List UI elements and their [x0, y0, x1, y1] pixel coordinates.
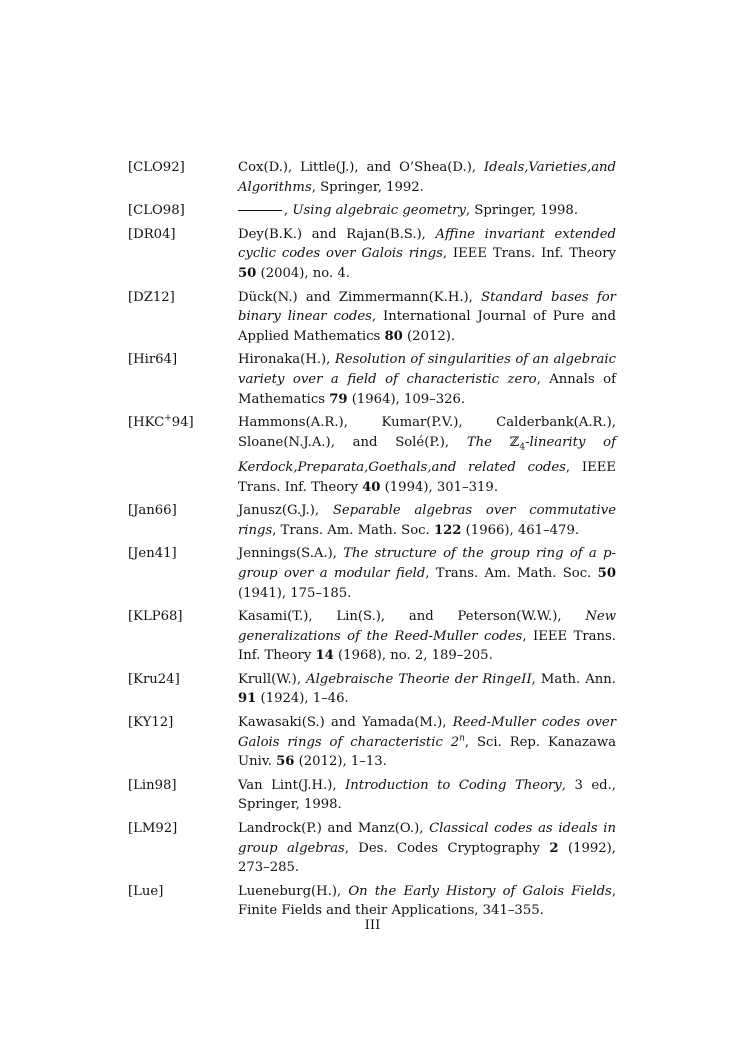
reference-entry [128, 882, 616, 921]
reference-key: [Hir64] [128, 352, 178, 368]
reference-entry [128, 713, 616, 772]
reference-entry [128, 201, 616, 221]
reference-entry [128, 158, 616, 197]
reference-key: [LM92] [128, 821, 178, 837]
reference-text: Janusz(G.J.), Separable algebras over commutative rings, Trans. Am. Math. Soc. 122 (1966), 461–479. [238, 503, 616, 538]
reference-entry [128, 670, 616, 709]
reference-entry [128, 413, 616, 497]
reference-text: Dey(B.K.) and Rajan(B.S.), Affine invariant extended cyclic codes over Galois rings, IEEE Trans. Inf. Theory 50 (2004), no. 4. [238, 226, 616, 281]
reference-text: , Using algebraic geometry, Springer, 1998. [238, 201, 616, 221]
reference-key: [Lin98] [128, 777, 177, 793]
reference-entry [128, 776, 616, 815]
reference-text: Dück(N.) and Zimmermann(K.H.), Standard bases for binary linear codes, International Journal of Pure and Applied Mathematics 80 (2012). [238, 289, 616, 344]
reference-text: Kasami(T.), Lin(S.), and Peterson(W.W.), New generalizations of the Reed-Muller codes, IEEE Trans. Inf. Theory 14 (1968), no. 2, 189–205. [238, 609, 616, 664]
reference-text: Kawasaki(S.) and Yamada(M.), Reed-Muller codes over Galois rings of characteristic 2$^n$, Sci. Rep. Kanazawa Univ. 56 (2012), 1–13. [238, 715, 616, 770]
reference-key: [CLO92] [128, 160, 185, 175]
reference-entry [128, 350, 616, 409]
reference-key: [DR04] [128, 226, 176, 242]
reference-text: Cox(D.), Little(J.), and O’Shea(D.), Ideals,Varieties,and Algorithms, Springer, 1992. [238, 160, 616, 195]
reference-entry [128, 501, 616, 540]
reference-text: Jennings(S.A.), The structure of the group ring of a p-group over a modular field, Trans. Am. Math. Soc. 50 (1941), 175–185. [238, 546, 616, 601]
reference-key: [KLP68] [128, 609, 183, 625]
reference-text: Krull(W.), Algebraische Theorie der RingeII, Math. Ann. 91 (1924), 1–46. [238, 671, 616, 707]
repeated-author-dash [238, 210, 282, 211]
reference-entry [128, 544, 616, 603]
bibliography [128, 158, 616, 925]
reference-key: [CLO98] [128, 203, 185, 219]
reference-key: [Jen41] [128, 546, 177, 562]
reference-entry [128, 819, 616, 878]
reference-entry [128, 225, 616, 284]
reference-key: [HKC+94] [128, 413, 194, 431]
reference-text: Van Lint(J.H.), Introduction to Coding Theory, 3 ed., Springer, 1998. [238, 777, 616, 813]
reference-key: [DZ12] [128, 289, 175, 305]
reference-text: Hammons(A.R.), Kumar(P.V.), Calderbank(A.R.), Sloane(N.J.A.), and Solé(P.), The ℤ$_4$-linearity of Kerdock,Preparata,Goethals,and related codes, IEEE Trans. Inf. Theory 40 (1994), 301–319. [238, 415, 616, 495]
reference-text: Lueneburg(H.), On the Early History of Galois Fields, Finite Fields and their Applications, 341–355. [238, 883, 617, 919]
reference-entry [128, 288, 616, 347]
reference-key: [Kru24] [128, 671, 180, 687]
reference-key: [Jan66] [128, 503, 177, 519]
page-number: III [364, 918, 381, 933]
reference-text: Hironaka(H.), Resolution of singularities of an algebraic variety over a field of characteristic zero, Annals of Mathematics 79 (1964), 109–326. [238, 352, 617, 407]
reference-text: Landrock(P.) and Manz(O.), Classical codes as ideals in group algebras, Des. Codes Cryptography 2 (1992), 273–285. [238, 821, 616, 876]
reference-key: [Lue] [128, 883, 164, 899]
reference-entry [128, 607, 616, 666]
reference-key: [KY12] [128, 715, 174, 731]
